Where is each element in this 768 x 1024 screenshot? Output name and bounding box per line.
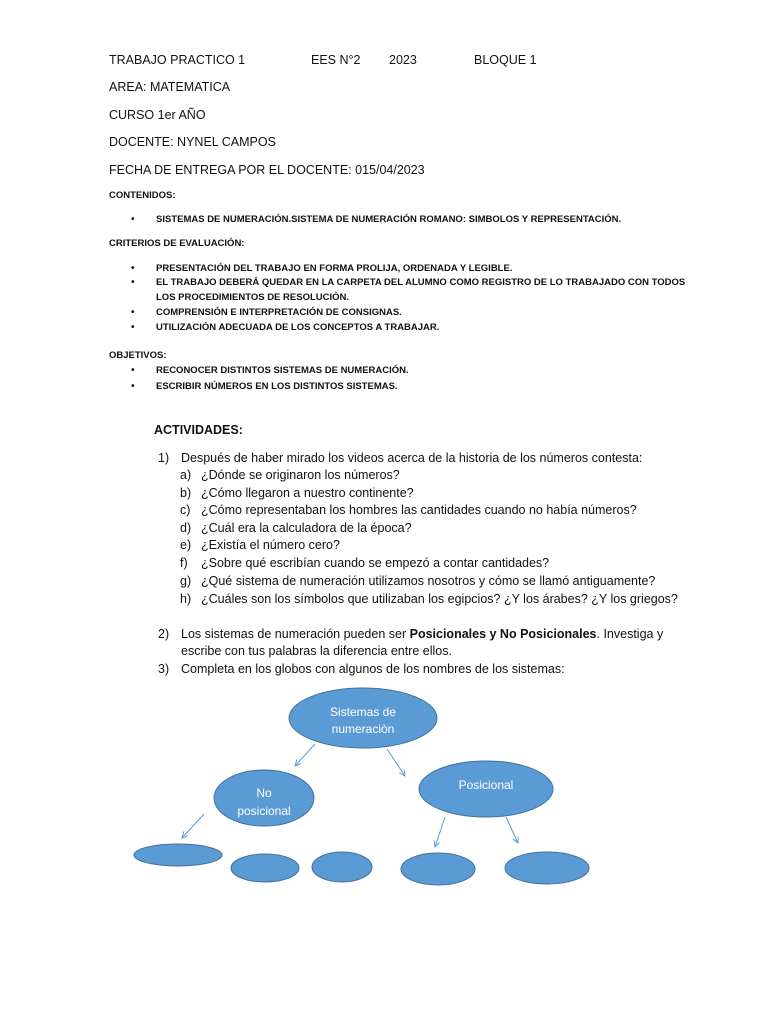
course-line: CURSO 1er AÑO [109,108,206,122]
arrow [506,817,518,843]
arrow [182,814,204,838]
sub-label: b) [180,486,192,500]
list-item: • RECONOCER DISTINTOS SISTEMAS DE NUMERACIÓN. [131,365,409,376]
school-name: EES N°2 [311,53,361,67]
list-item: • PRESENTACIÓN DEL TRABAJO EN FORMA PROLIJA, ORDENADA Y LEGIBLE. [131,263,513,274]
arrow [387,749,405,776]
question-1-text: Después de haber mirado los videos acerca de la historia de los números contesta: [181,451,643,465]
empty-bubble[interactable] [505,852,589,884]
year: 2023 [389,53,417,67]
question-2-text: Los sistemas de numeración pueden ser Posicionales y No Posicionales. Investiga y [181,627,664,641]
actividades-heading: ACTIVIDADES: [154,423,243,437]
sub-question: ¿Sobre qué escribían cuando se empezó a contar cantidades? [201,556,550,570]
arrow [435,817,445,847]
sub-label: g) [180,574,192,588]
list-item-continuation: LOS PROCEDIMIENTOS DE RESOLUCIÒN. [156,292,350,303]
teacher-line: DOCENTE: NYNEL CAMPOS [109,135,276,149]
sub-label: e) [180,538,192,552]
doc-title: TRABAJO PRACTICO 1 [109,53,246,67]
empty-bubble[interactable] [231,854,299,882]
list-item: • COMPRENSIÓN E INTERPRETACIÓN DE CONSIGNAS. [131,307,402,318]
list-item: • ESCRIBIR NÚMEROS EN LOS DISTINTOS SISTEMAS. [131,381,398,392]
sub-label: a) [180,468,192,482]
block-label: BLOQUE 1 [474,53,537,67]
bubble-posicional-label: Posicional [458,778,514,792]
list-item: • UTILIZACIÓN ADECUADA DE LOS CONCEPTOS A TRABAJAR. [131,322,440,333]
objetivos-heading: OBJETIVOS: [109,350,167,361]
sub-question: ¿Qué sistema de numeración utilizamos nosotros y cómo se llamó antiguamente? [201,574,656,588]
sub-question: ¿Cuáles son los símbolos que utilizaban los egipcios? ¿Y los árabes? ¿Y los griegos? [201,592,678,606]
sub-label: c) [180,503,191,517]
sub-label: h) [180,592,192,606]
sub-question: ¿Cuál era la calculadora de la época? [201,521,412,535]
area-line: AREA: MATEMATICA [109,80,231,94]
contenidos-heading: CONTENIDOS: [109,190,176,201]
sub-question: ¿Existía el número cero? [201,538,340,552]
question-number: 2) [158,627,170,641]
criterios-heading: CRITERIOS DE EVALUACIÓN: [109,238,245,249]
arrow [295,744,315,766]
sub-label: d) [180,521,192,535]
empty-bubble[interactable] [401,853,475,885]
sub-label: f) [180,556,188,570]
bubble-root-label-1: Sistemas de [329,705,397,719]
question-number: 1) [158,451,170,465]
question-3-text: Completa en los globos con algunos de los nombres de los sistemas: [181,662,565,676]
sub-question: ¿Cómo representaban los hombres las cantidades cuando no había números? [201,503,637,517]
sub-question: ¿Dónde se originaron los números? [201,468,400,482]
empty-bubble[interactable] [134,844,222,866]
sub-question: ¿Cómo llegaron a nuestro continente? [201,486,414,500]
question-number: 3) [158,662,170,676]
list-item: • SISTEMAS DE NUMERACIÓN.SISTEMA DE NUMERACIÓN ROMANO: SIMBOLOS Y REPRESENTACIÓN. [131,214,622,225]
empty-bubble[interactable] [312,852,372,882]
bubble-no-posicional-label-1: No [256,786,272,800]
bubble-root-label-2: numeraciòn [331,722,395,736]
bubble-no-posicional-label-2: posicional [237,804,291,818]
question-2-line2: escribe con tus palabras la diferencia entre ellos. [181,644,452,658]
due-date-line: FECHA DE ENTREGA POR EL DOCENTE: 015/04/2023 [109,163,425,177]
list-item: • EL TRABAJO DEBERÁ QUEDAR EN LA CARPETA DEL ALUMNO COMO REGISTRO DE LO TRABAJADO CON TODOS [131,277,686,288]
